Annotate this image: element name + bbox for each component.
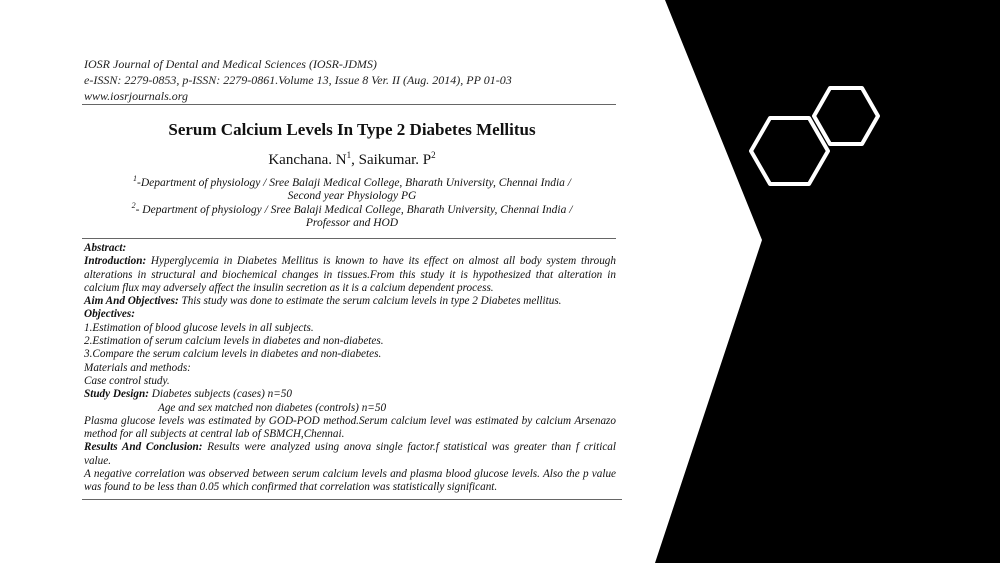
- introduction-label: Introduction:: [84, 255, 147, 268]
- author-2: Saikumar. P: [358, 152, 432, 168]
- introduction-text: Hyperglycemia in Diabetes Mellitus is known to have its effect on almost all body system through alterations in structural and biochemical changes in tissues.From this study it is hypothesized that alteration in calcium flux may adversely affect the insulin secretion as it is a calcium dependent process.: [84, 255, 616, 294]
- journal-website: www.iosrjournals.org: [84, 89, 189, 103]
- objective-item: 3.Compare the serum calcium levels in diabetes and non-diabetes.: [84, 348, 382, 361]
- black-chevron-panel: [655, 0, 1000, 563]
- methods-text: Case control study.: [84, 374, 170, 387]
- affiliation-2-sup: 2: [131, 201, 136, 210]
- affiliation-2-line-1: - Department of physiology / Sree Balaji Medical College, Bharath University, Chennai India /: [135, 203, 573, 216]
- journal-issn: e-ISSN: 2279-0853, p-ISSN: 2279-0861.Volume 13, Issue 8 Ver. II (Aug. 2014), PP 01-03: [84, 73, 512, 87]
- header-rule: [82, 104, 616, 105]
- aim-paragraph: [84, 295, 616, 308]
- aim-label: Aim And Objectives:: [84, 295, 179, 308]
- author-1-sup: 1: [346, 150, 352, 160]
- abstract: [84, 242, 616, 495]
- journal-name: IOSR Journal of Dental and Medical Sciences (IOSR-JDMS): [84, 57, 377, 71]
- methods-label: Materials and methods:: [84, 361, 191, 374]
- affiliation-1-line-1: -Department of physiology / Sree Balaji Medical College, Bharath University, Chennai India /: [137, 176, 571, 189]
- affiliation-1-sup: 1: [133, 174, 138, 183]
- results-paragraph: [84, 441, 616, 468]
- abstract-heading: Abstract:: [84, 242, 127, 254]
- author-line: [82, 150, 622, 169]
- affiliation-1-line-2: Second year Physiology PG: [287, 190, 417, 203]
- objective-item: 1.Estimation of blood glucose levels in all subjects.: [84, 321, 314, 334]
- objective-item: 2.Estimation of serum calcium levels in diabetes and non-diabetes.: [84, 335, 384, 348]
- results-text: Results were analyzed using anova single factor.f statistical was greater than f critical value.: [84, 441, 616, 467]
- study-design-cases: Diabetes subjects (cases) n=50: [148, 388, 292, 401]
- paper-title: Serum Calcium Levels In Type 2 Diabetes Mellitus: [168, 120, 536, 139]
- objectives-label: Objectives:: [84, 308, 135, 321]
- abstract-bottom-rule: [82, 499, 622, 500]
- introduction-paragraph: [84, 255, 616, 295]
- author-1: Kanchana. N: [268, 152, 347, 168]
- results-label: Results And Conclusion:: [84, 441, 203, 454]
- study-design-paragraph: [84, 388, 616, 401]
- plasma-paragraph: Plasma glucose levels was estimated by GOD-POD method.Serum calcium level was estimated by calcium Arsenazo method for all subjects at central lab of SBMCH,Chennai.: [84, 414, 616, 441]
- aim-text: This study was done to estimate the serum calcium levels in type 2 Diabetes mellitus.: [178, 295, 562, 308]
- correlation-paragraph: A negative correlation was observed between serum calcium levels and plasma blood glucose levels. Also the p value was found to be less than 0.05 which confirmed that correlation was statistically significant.: [84, 468, 616, 494]
- author-2-sup: 2: [431, 150, 436, 160]
- study-design-controls: Age and sex matched non diabetes (controls) n=50: [158, 401, 387, 414]
- study-design-label: Study Design:: [84, 388, 149, 401]
- affiliation-2-line-2: Professor and HOD: [305, 217, 399, 230]
- affiliation-2: [82, 199, 622, 231]
- abstract-top-rule: [82, 238, 616, 239]
- author-separator: ,: [351, 152, 359, 168]
